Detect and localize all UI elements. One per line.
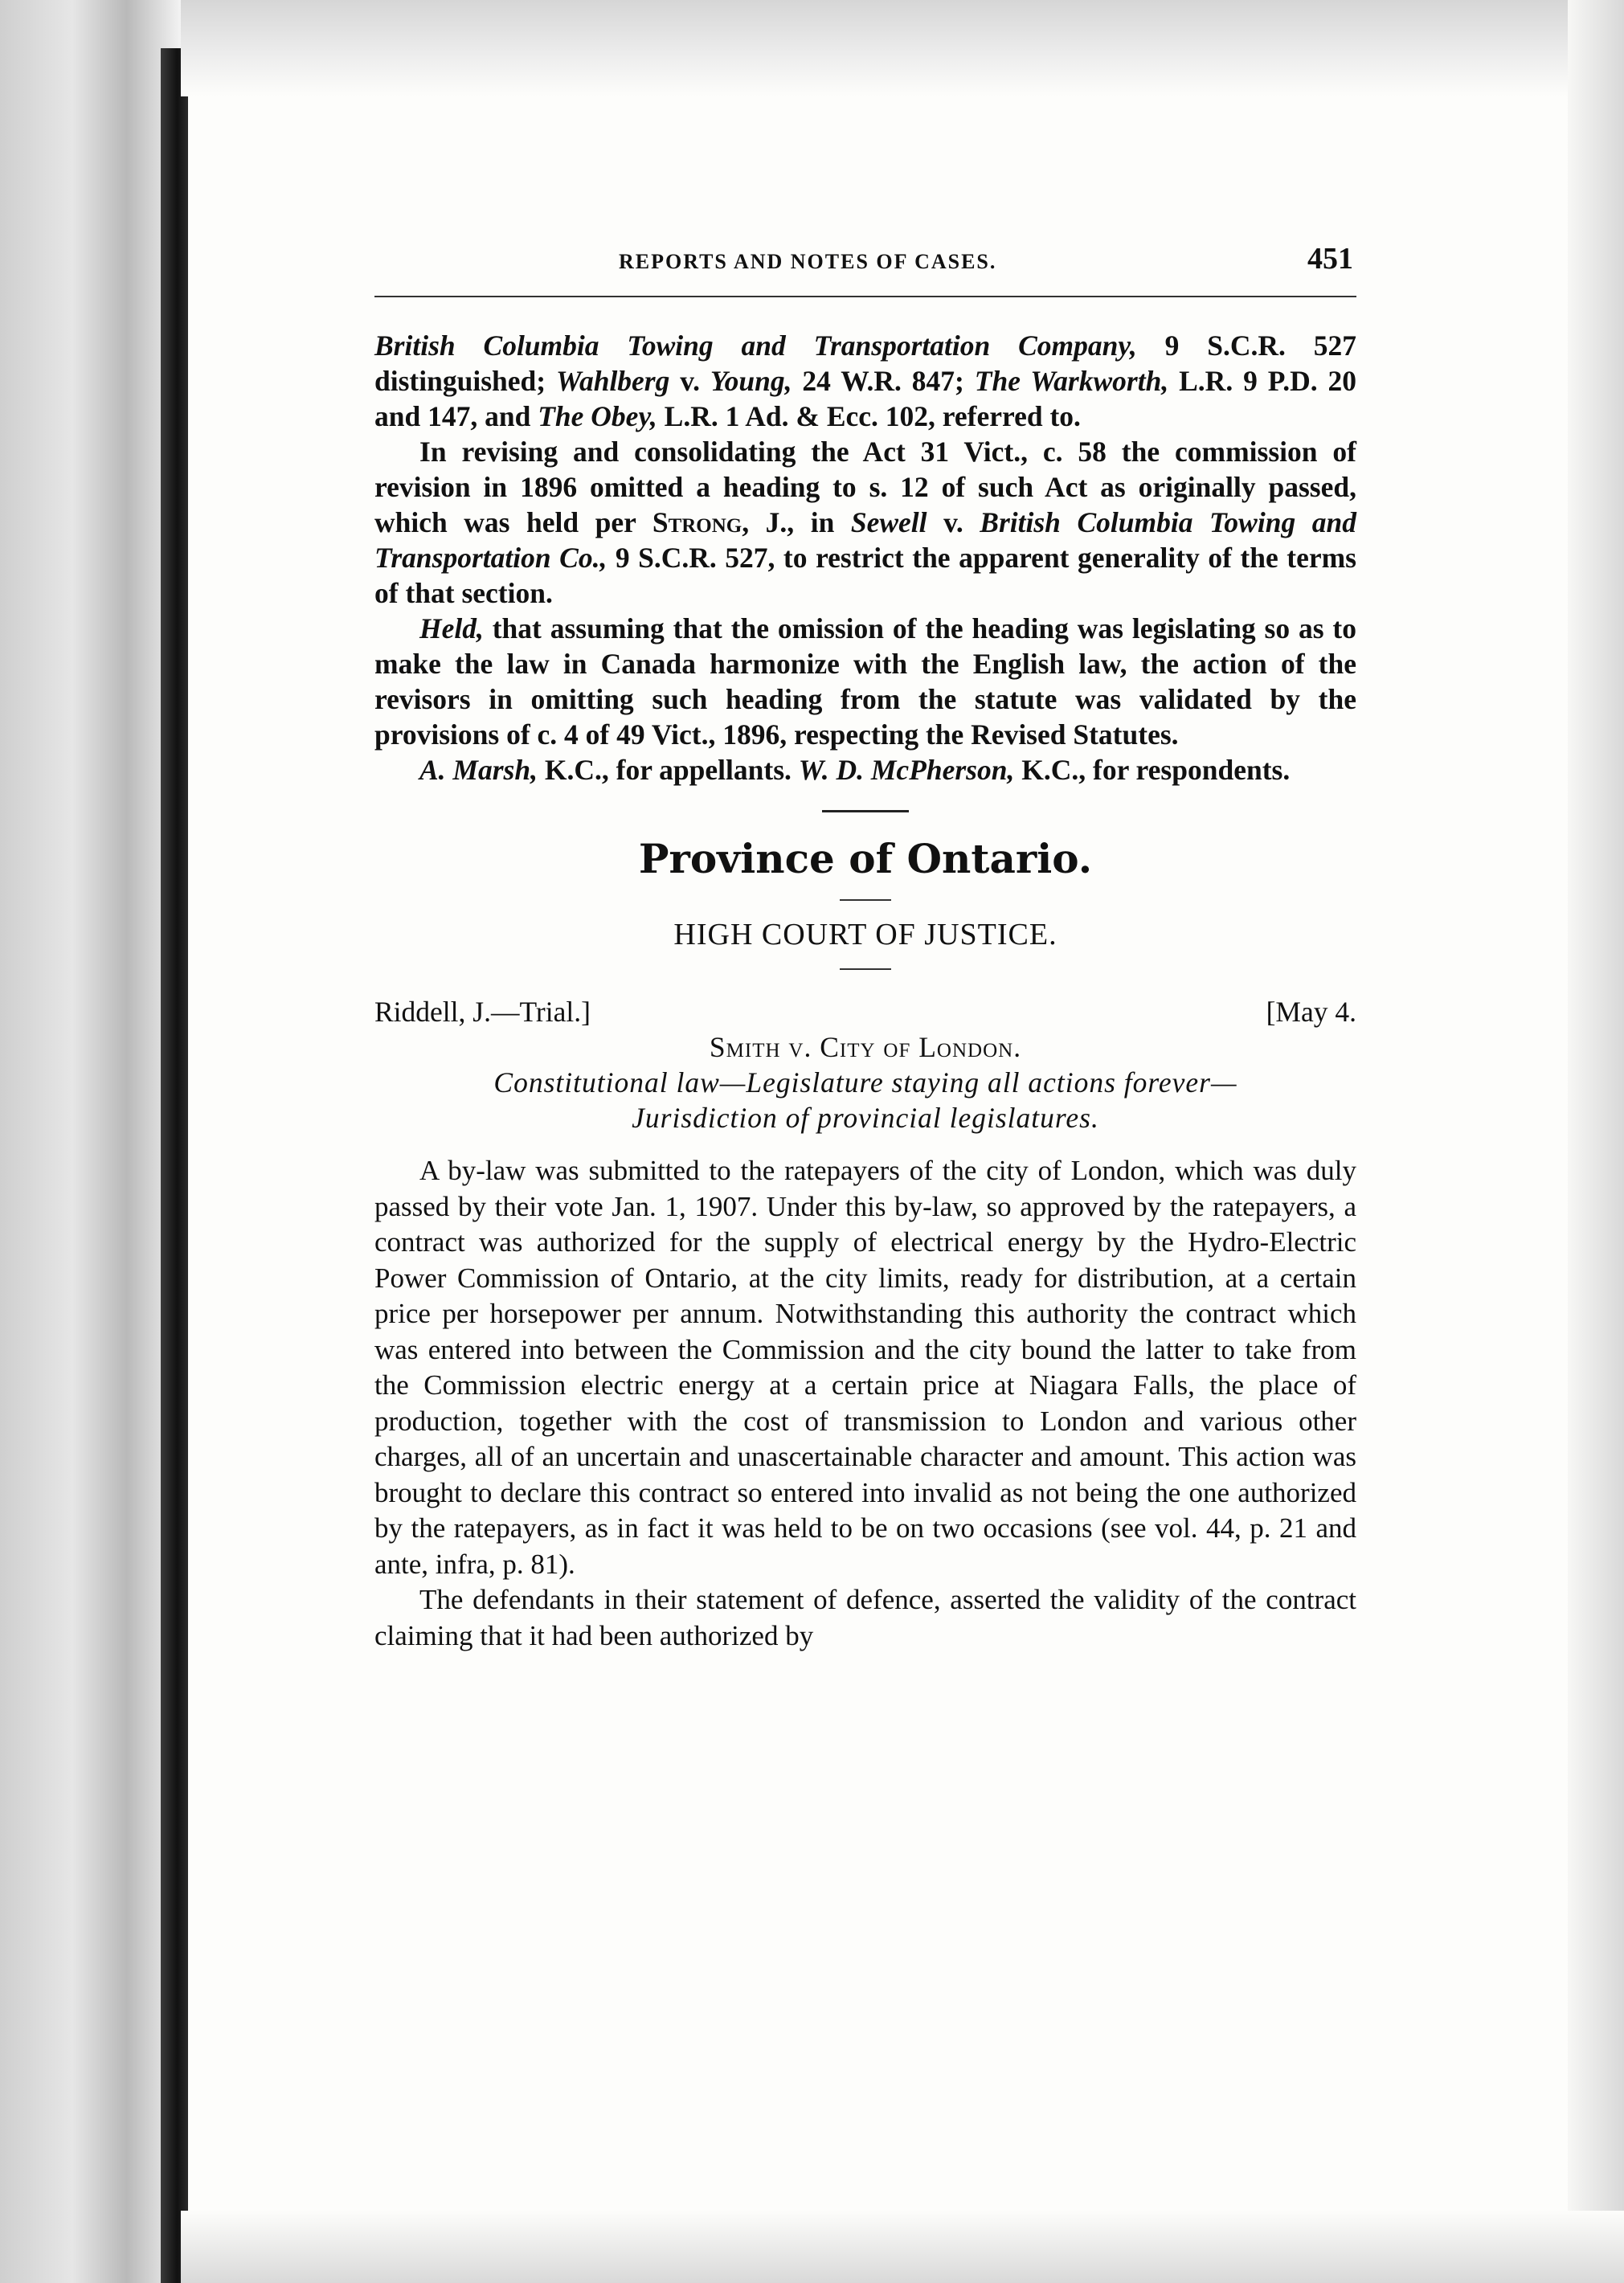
previous-case-continuation [374,328,1356,788]
case-body [374,1153,1356,1654]
headnote-line: Constitutional law—Legislature staying all actions forever— [493,1066,1237,1099]
heading-divider [840,968,891,970]
citation-text: L.R. 1 Ad. & Ecc. 102, referred to. [657,400,1081,432]
judge-trial: Riddell, J.—Trial.] [374,996,591,1028]
citation-case-name: Sewell [850,506,927,538]
citation-case-name: British Columbia Towing and Transportation Company, [374,329,1137,362]
court-heading: HIGH COURT OF JUSTICE. [673,918,1057,951]
paragraph-text: In revising and consolidating the Act 31 Vict., c. 58 the commission of revision in 1896 omitted a heading to s. 12 of such Act as originally passed, which was held per [374,436,1356,538]
running-head-title: REPORTS AND NOTES OF CASES. [619,250,997,273]
counsel-name: A. Marsh, [419,754,538,786]
paragraph-text: 9 S.C.R. 527, to restrict the apparent generality of the terms of that section. [374,542,1356,609]
citations-paragraph [374,328,1356,434]
citation-case-name: British Columbia Towing and Transportation Co., [374,506,1357,574]
scan-margin-left [0,0,181,2283]
paragraph-text: K.C., for respondents. [1014,754,1291,786]
citation-case-name: The Warkworth, [974,365,1169,397]
case-title: Smith v. City of London. [709,1031,1022,1063]
case-header-line [374,994,1356,1029]
running-head [374,241,1356,297]
scan-margin-top [181,0,1624,96]
body-paragraph: The defendants in their statement of defence, asserted the validity of the contract claiming that it had been authorized by [374,1584,1356,1651]
province-heading: Province of Ontario. [638,835,1093,882]
scan-margin-right [1568,0,1624,2283]
held-label: Held, [419,612,484,644]
body-paragraph: A by-law was submitted to the ratepayers of the city of London, which was duly passed by their vote Jan. 1, 1907. Under this by-law, so approved by the ratepayers, a contract was authorized for the supply of electrical energy by the Hydro-Electric Power Commission of Ontario, at the city limits, ready for distribution, at a certain price per horsepower per annum. Notwithstanding this authority the contract which was entered into between the Commission and the city bound the latter to take from the Commission electric energy at a certain price at Niagara Falls, the place of production, together with the cost of transmission to London and various other charges, all of an uncertain and unascertainable character and amount. This action was brought to declare this contract so entered into invalid as not being the one authorized by the ratepayers, as in fact it was held to be on two occasions (see vol. 44, p. 21 and ante, infra, p. 81). [374,1155,1356,1580]
paragraph-text: K.C., for appellants. [538,754,799,786]
citation-text: 9 S.C.R. 527 distinguished; [374,329,1356,397]
paragraph-text: , J., in [742,506,851,538]
counsel-paragraph [374,752,1356,788]
page-number: 451 [1307,242,1353,276]
citation-case-name: The Obey, [538,400,657,432]
page-content [374,241,1356,1654]
paragraph-text: v. [927,506,980,538]
case-date: [May 4. [1266,996,1356,1028]
judge-name: Strong [652,506,742,538]
citation-case-name: Wahlberg [556,365,670,397]
paragraph-text: that assuming that the omission of the heading was legislating so as to make the law in Canada harmonize with the English law, the action of the revisors in omitting such heading from the statute was validated by the provisions of c. 4 of 49 Vict., 1896, respecting the Revised Statutes. [374,612,1356,751]
citation-text: 24 W.R. 847; [792,365,975,397]
headnote-line: Jurisdiction of provincial legislatures. [632,1102,1099,1134]
binding-shadow [161,48,188,2283]
revision-paragraph [374,434,1356,611]
scan-margin-bottom [181,2211,1624,2283]
citation-case-name: Young, [710,365,792,397]
headnote [374,1065,1356,1135]
counsel-name: W. D. McPherson, [798,754,1015,786]
citation-text: L.R. 9 P.D. 20 and 147, and [374,365,1357,432]
citation-text: v. [669,365,710,397]
section-divider [822,810,909,812]
held-paragraph [374,611,1356,752]
heading-divider [840,899,891,901]
